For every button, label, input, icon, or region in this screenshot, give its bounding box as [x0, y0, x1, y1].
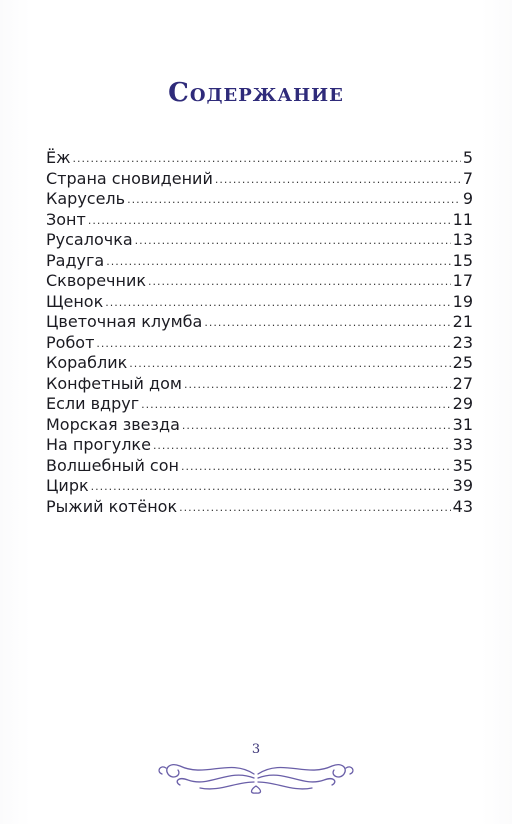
toc-entry[interactable]: [46, 169, 473, 190]
dot-leader: [184, 375, 451, 395]
toc-entry-page: 29: [452, 394, 473, 413]
dot-leader: [88, 211, 451, 231]
dot-leader: [73, 149, 461, 169]
dot-leader: [129, 354, 450, 374]
toc-entry-title: Радуга: [46, 250, 105, 270]
dot-leader: [179, 498, 451, 518]
toc-entry-page: 13: [452, 230, 473, 249]
toc-entry[interactable]: [46, 189, 473, 210]
dot-leader: [106, 252, 450, 272]
dot-leader: [148, 272, 451, 292]
toc-entry-page: 43: [452, 496, 473, 516]
toc-entry[interactable]: [46, 374, 473, 395]
dot-leader: [215, 170, 461, 190]
toc-entry-title: На прогулке: [46, 435, 151, 454]
toc-entry-page: 7: [462, 168, 473, 188]
toc-entry[interactable]: [46, 456, 473, 477]
toc-entry-page: 9: [462, 189, 473, 208]
dot-leader: [182, 416, 451, 436]
toc-entry-title: Если вдруг: [46, 394, 140, 413]
page-title: Содержание: [168, 78, 344, 108]
toc-entry-page: 21: [452, 312, 473, 331]
toc-entry-page: 39: [452, 476, 473, 495]
toc-entry[interactable]: [46, 394, 473, 415]
toc-entry[interactable]: [46, 251, 473, 272]
toc-entry-page: 19: [452, 291, 473, 311]
dot-leader: [141, 395, 451, 415]
toc-entry-title: Зонт: [46, 209, 86, 229]
toc-entry-title: Страна сновидений: [46, 168, 213, 188]
toc-entry-page: 11: [452, 209, 473, 229]
toc-entry[interactable]: [46, 476, 473, 497]
toc-entry-page: 33: [452, 435, 473, 454]
toc-entry-title: Ёж: [46, 148, 71, 167]
toc-entry[interactable]: [46, 333, 473, 354]
toc-entry-title: Русалочка: [46, 230, 133, 249]
dot-leader: [96, 334, 450, 354]
toc-entry-page: 25: [452, 353, 473, 372]
toc-entry-title: Скворечник: [46, 271, 147, 290]
toc-entry[interactable]: [46, 353, 473, 374]
dot-leader: [181, 457, 451, 477]
toc-entry-title: Рыжий котёнок: [46, 496, 178, 516]
toc-entry-page: 5: [462, 148, 473, 167]
toc-entry-title: Цветочная клумба: [46, 312, 203, 331]
dot-leader: [153, 436, 451, 456]
page-number: 3: [251, 742, 261, 757]
toc-entry-title: Карусель: [46, 189, 126, 208]
toc-entry-page: 31: [452, 414, 473, 434]
toc-entry-page: 27: [452, 373, 473, 393]
toc-entry[interactable]: [46, 435, 473, 456]
toc-entry-title: Волшебный сон: [46, 455, 179, 475]
toc-entry-page: 17: [452, 271, 473, 290]
toc-entry-title: Щенок: [46, 291, 104, 311]
toc-entry-title: Кораблик: [46, 353, 128, 372]
toc-entry[interactable]: [46, 210, 473, 231]
toc-entry[interactable]: [46, 497, 473, 518]
dot-leader: [204, 313, 450, 333]
toc-entry-title: Цирк: [46, 476, 89, 495]
dot-leader: [105, 293, 450, 313]
toc-entry-page: 35: [452, 455, 473, 475]
toc-entry[interactable]: [46, 312, 473, 333]
dot-leader: [135, 231, 451, 251]
toc-entry-page: 23: [452, 332, 473, 352]
table-of-contents: [46, 148, 473, 517]
toc-entry[interactable]: [46, 415, 473, 436]
toc-entry[interactable]: [46, 148, 473, 169]
toc-entry[interactable]: [46, 271, 473, 292]
toc-entry[interactable]: [46, 230, 473, 251]
dot-leader: [127, 190, 461, 210]
toc-entry-title: Морская звезда: [46, 414, 180, 434]
toc-entry-title: Робот: [46, 332, 95, 352]
toc-entry[interactable]: [46, 292, 473, 313]
toc-entry-page: 15: [452, 250, 473, 270]
dot-leader: [91, 477, 451, 497]
toc-entry-title: Конфетный дом: [46, 373, 182, 393]
